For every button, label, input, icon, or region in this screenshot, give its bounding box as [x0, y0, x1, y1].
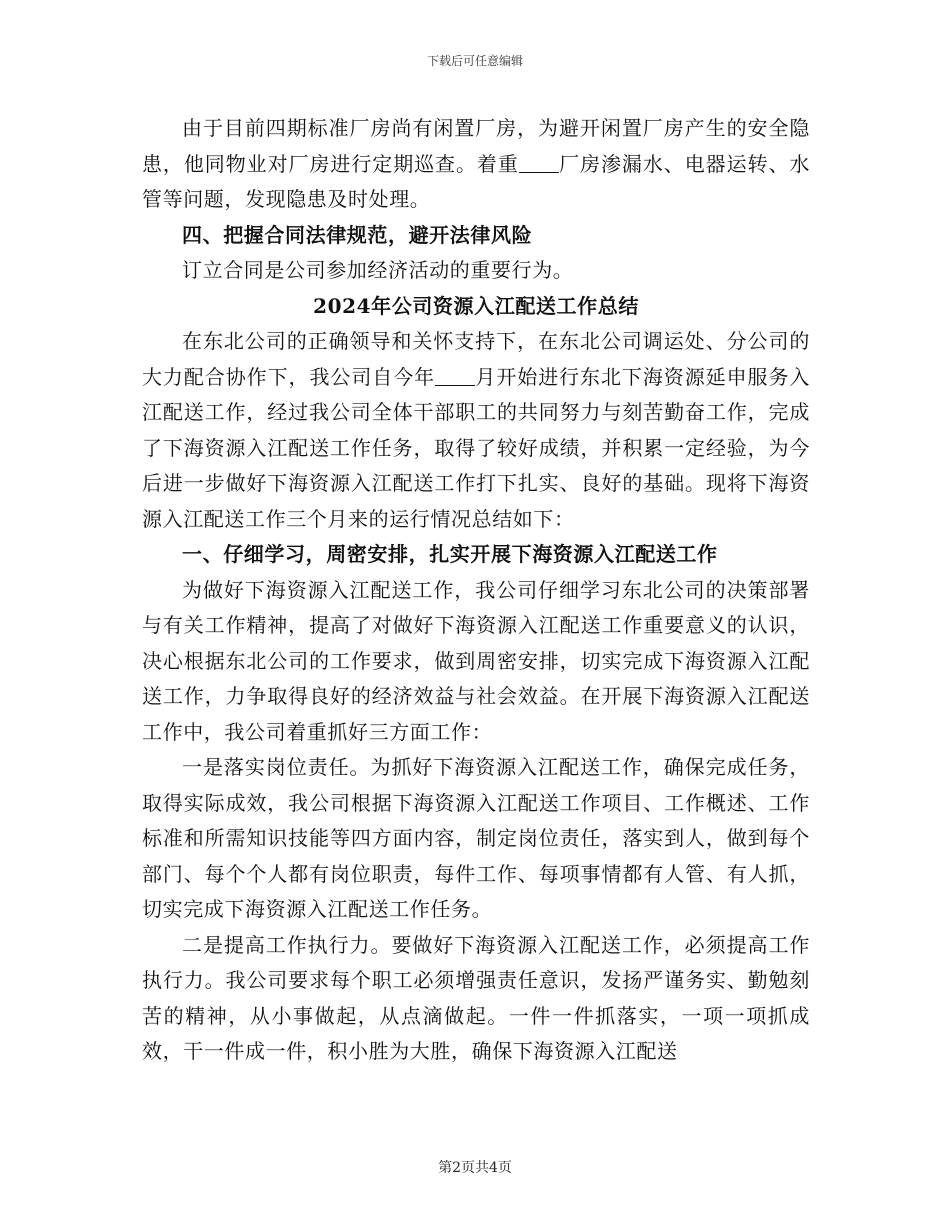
section-heading-contract: 四、把握合同法律规范，避开法律风险: [182, 222, 533, 247]
document-title: 2024年公司资源入江配送工作总结: [313, 293, 639, 318]
page-footer: 第2页共4页: [438, 1160, 512, 1176]
paragraph-intro-text-a: 在东北公司的正确领导和关怀支持下，在东北公司调运处、分公司的大力配合协作下，我公司自今年: [142, 329, 810, 389]
paragraph-responsibility: 一是落实岗位责任。为抓好下海资源入江配送工作，确保完成任务，取得实际成效，我公司根据下海资源入江配送工作项目、工作概述、工作标准和所需知识技能等四方面内容，制定岗位责任，落实到人，做到每个部门、每个个人都有岗位职责，每件工作、每项事情都有人管、有人抓，切实完成下海资源入江配送工作任务。: [142, 755, 810, 921]
paragraph-inspection: [142, 111, 810, 218]
page-header: 下载后可任意编辑: [426, 54, 523, 68]
paragraph-study: 为做好下海资源入江配送工作，我公司仔细学习东北公司的决策部署与有关工作精神，提高了对做好下海资源入江配送工作重要意义的认识，决心根据东北公司的工作要求，做到周密安排，切实完成下海资源入江配送工作，力争取得良好的经济效益与社会效益。在开展下海资源入江配送工作中，我公司着重抓好三方面工作：: [142, 577, 810, 744]
section-heading-study: 一、仔细学习，周密安排，扎实开展下海资源入江配送工作: [182, 542, 718, 566]
paragraph-inspection-text-b: 厂房渗漏水、电器运转、水管等问题，发现隐患及时处理。: [142, 151, 810, 211]
paragraph-inspection-text-a: 由于目前四期标准厂房尚有闲置厂房，为避开闲置厂房产生的安全隐患，他同物业对厂房进行定期巡查。着重: [142, 116, 810, 176]
paragraph-intro: [142, 324, 810, 537]
fill-blank-line: [519, 152, 559, 173]
paragraph-intro-text-b: 月开始进行东北下海资源延申服务入江配送工作，经过我公司全体干部职工的共同努力与刻苦勤奋工作，完成了下海资源入江配送工作任务，取得了较好成绩，并积累一定经验，为今后进一步做好下海资源入江配送工作打下扎实、良好的基础。现将下海资源入江配送工作三个月来的运行情况总结如下：: [142, 364, 810, 531]
document-body: [142, 111, 810, 1070]
paragraph-execution: 二是提高工作执行力。要做好下海资源入江配送工作，必须提高工作执行力。我公司要求每个职工必须增强责任意识，发扬严谨务实、勤勉刻苦的精神，从小事做起，从点滴做起。一件一件抓落实，一项一项抓成效，干一件成一件，积小胜为大胜，确保下海资源入江配送: [142, 932, 810, 1063]
paragraph-contract: 订立合同是公司参加经济活动的重要行为。: [182, 258, 574, 282]
fill-blank-line: [435, 365, 475, 386]
